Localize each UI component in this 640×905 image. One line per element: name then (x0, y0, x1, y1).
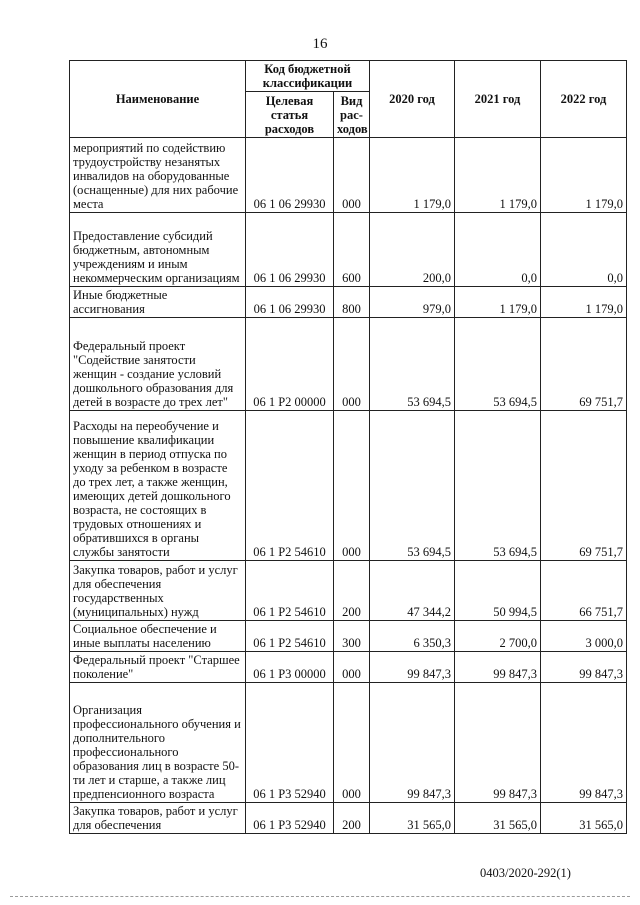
scan-edge-line (10, 896, 630, 897)
row-value-2022: 1 179,0 (541, 138, 627, 213)
row-expense-type: 200 (334, 561, 370, 621)
row-value-2022: 3 000,0 (541, 621, 627, 652)
table-row (70, 803, 627, 834)
table-row (70, 318, 627, 411)
row-value-2022: 99 847,3 (541, 652, 627, 683)
row-value-2021: 1 179,0 (455, 287, 541, 318)
row-value-2020: 47 344,2 (370, 561, 455, 621)
row-value-2021: 2 700,0 (455, 621, 541, 652)
row-target-article: 06 1 P2 54610 (246, 621, 334, 652)
table-row (70, 411, 627, 561)
row-expense-type: 000 (334, 411, 370, 561)
row-target-article: 06 1 06 29930 (246, 287, 334, 318)
row-value-2021: 53 694,5 (455, 318, 541, 411)
table-row (70, 652, 627, 683)
table-row (70, 561, 627, 621)
row-expense-type: 000 (334, 138, 370, 213)
row-expense-type: 000 (334, 652, 370, 683)
page-number: 16 (312, 36, 328, 52)
table-row (70, 213, 627, 287)
table-row (70, 683, 627, 803)
header-year-2020: 2020 год (370, 61, 455, 138)
row-value-2022: 66 751,7 (541, 561, 627, 621)
row-value-2022: 99 847,3 (541, 683, 627, 803)
row-value-2020: 31 565,0 (370, 803, 455, 834)
table-row (70, 138, 627, 213)
row-name: Иные бюджетные ассигнования (70, 287, 246, 318)
row-value-2021: 0,0 (455, 213, 541, 287)
row-name: Закупка товаров, работ и услуг для обеспечения государственных (муниципальных) нужд (70, 561, 246, 621)
row-name: мероприятий по содействию трудоустройству незанятых инвалидов на оборудованные (оснащенные) для них рабочие места (70, 138, 246, 213)
table-row (70, 287, 627, 318)
row-expense-type: 000 (334, 318, 370, 411)
row-name: Федеральный проект "Старшее поколение" (70, 652, 246, 683)
row-value-2020: 99 847,3 (370, 683, 455, 803)
header-classification: Код бюджетной классификации (246, 61, 370, 92)
row-target-article: 06 1 P2 54610 (246, 561, 334, 621)
row-name: Закупка товаров, работ и услуг для обеспечения (70, 803, 246, 834)
row-value-2020: 6 350,3 (370, 621, 455, 652)
header-year-2021: 2021 год (455, 61, 541, 138)
row-name: Организация профессионального обучения и дополнительного профессионального образования лиц в возрасте 50-ти лет и старше, а также лиц предпенсионного возраста (70, 683, 246, 803)
row-expense-type: 000 (334, 683, 370, 803)
row-value-2021: 50 994,5 (455, 561, 541, 621)
row-value-2021: 53 694,5 (455, 411, 541, 561)
row-expense-type: 600 (334, 213, 370, 287)
row-value-2020: 53 694,5 (370, 318, 455, 411)
document-code: 0403/2020-292(1) (480, 866, 571, 880)
header-name: Наименование (70, 61, 246, 138)
row-value-2022: 69 751,7 (541, 411, 627, 561)
row-target-article: 06 1 P3 00000 (246, 652, 334, 683)
row-value-2021: 99 847,3 (455, 683, 541, 803)
table-row (70, 621, 627, 652)
header-year-2022: 2022 год (541, 61, 627, 138)
row-name: Предоставление субсидий бюджетным, автономным учреждениям и иным некоммерческим организациям (70, 213, 246, 287)
row-value-2021: 1 179,0 (455, 138, 541, 213)
row-value-2020: 979,0 (370, 287, 455, 318)
row-value-2022: 69 751,7 (541, 318, 627, 411)
header-target-article: Целевая статья расходов (246, 92, 334, 138)
row-value-2022: 0,0 (541, 213, 627, 287)
row-value-2020: 53 694,5 (370, 411, 455, 561)
row-target-article: 06 1 P3 52940 (246, 683, 334, 803)
row-value-2022: 1 179,0 (541, 287, 627, 318)
row-value-2021: 99 847,3 (455, 652, 541, 683)
row-target-article: 06 1 P2 54610 (246, 411, 334, 561)
row-value-2020: 200,0 (370, 213, 455, 287)
budget-table (69, 60, 627, 834)
row-target-article: 06 1 P3 52940 (246, 803, 334, 834)
row-target-article: 06 1 06 29930 (246, 213, 334, 287)
row-name: Федеральный проект "Содействие занятости женщин - создание условий дошкольного образования для детей в возрасте до трех лет" (70, 318, 246, 411)
row-target-article: 06 1 06 29930 (246, 138, 334, 213)
row-value-2020: 99 847,3 (370, 652, 455, 683)
row-expense-type: 300 (334, 621, 370, 652)
row-value-2020: 1 179,0 (370, 138, 455, 213)
header-expense-type: Вид рас-ходов (334, 92, 370, 138)
row-name: Социальное обеспечение и иные выплаты населению (70, 621, 246, 652)
row-expense-type: 200 (334, 803, 370, 834)
row-expense-type: 800 (334, 287, 370, 318)
row-name: Расходы на переобучение и повышение квалификации женщин в период отпуска по уходу за ребенком в возрасте до трех лет, а также женщин, имеющих детей дошкольного возраста, не состоящих в трудовых отношениях и обратившихся в органы службы занятости (70, 411, 246, 561)
row-target-article: 06 1 P2 00000 (246, 318, 334, 411)
row-value-2021: 31 565,0 (455, 803, 541, 834)
row-value-2022: 31 565,0 (541, 803, 627, 834)
